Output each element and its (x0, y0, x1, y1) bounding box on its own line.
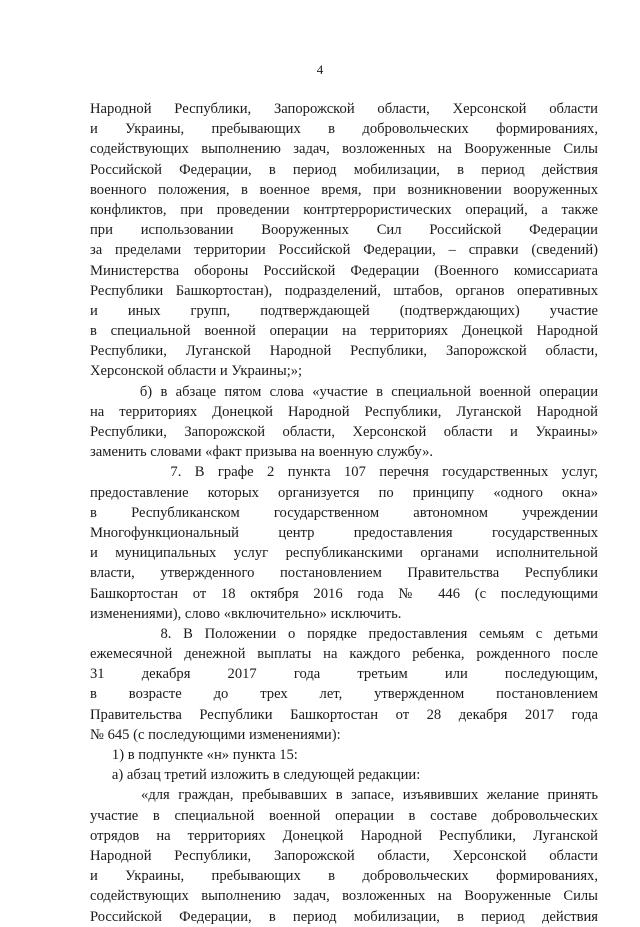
text-line: на территориях Донецкой Народной Республики, Луганской Народной (90, 403, 598, 420)
text-line: военного положения, в военное время, при возникновении вооруженных (90, 181, 598, 198)
text-line: и Украины, пребывающих в добровольческих формированиях, (90, 121, 598, 138)
text-line: Народной Республики, Запорожской области, Херсонской области (90, 847, 598, 864)
text-line: Херсонской области и Украины;»; (90, 363, 303, 380)
text-line: в Республиканском государственном автономном учреждении (90, 504, 598, 521)
text-line: содействующих выполнению задач, возложенных на Вооруженные Силы (90, 141, 598, 158)
text-line: 31 декабря 2017 года третьим или последующим, (90, 666, 598, 683)
text-line: Правительства Республики Башкортостан от 28 декабря 2017 года (90, 706, 598, 723)
text-line: Российской Федерации, в период мобилизации, в период действия (90, 161, 598, 178)
text-line: Республики, Запорожской области, Херсонской области и Украины» (90, 424, 598, 440)
text-line: «для граждан, пребывавших в запасе, изъявивших желание принять (90, 787, 598, 804)
text-line: Башкортостан от 18 октября 2016 года № 446 (с последующими (90, 585, 598, 602)
text-line: в возрасте до трех лет, утвержденном постановлением (90, 686, 598, 703)
text-line: изменениями), слово «включительно» исключить. (90, 605, 402, 622)
text-line: Многофункциональный центр предоставления государственных (90, 524, 598, 541)
text-line: содействующих выполнению задач, возложенных на Вооруженные Силы (90, 888, 598, 905)
text-line: № 645 (с последующими изменениями): (90, 726, 341, 743)
text-line: в специальной военной операции на территориях Донецкой Народной (90, 323, 598, 340)
text-line: и иных групп, подтверждающей (подтверждающих) участие (90, 302, 598, 319)
document-body (90, 99, 598, 927)
text-line: заменить словами «факт призыва на военную службу». (90, 444, 434, 461)
text-line: за пределами территории Российской Федерации, – справки (сведений) (90, 242, 598, 259)
text-line: Республики Башкортостан), подразделений, штабов, органов оперативных (90, 282, 598, 299)
text-line: 7. В графе 2 пункта 107 перечня государственных услуг, (90, 464, 598, 481)
text-line: б) в абзаце пятом слова «участие в специальной военной операции (90, 383, 598, 400)
text-line: участие в специальной военной операции в составе добровольческих (90, 807, 598, 824)
text-line: власти, утвержденного постановлением Правительства Республики (90, 565, 598, 582)
text-line: конфликтов, при проведении контртеррористических операций, а также (90, 201, 598, 218)
text-line: 1) в подпункте «н» пункта 15: (90, 747, 298, 763)
text-line: Республики, Луганской Народной Республики, Запорожской области, (90, 343, 598, 360)
text-line: Российской Федерации, в период мобилизации, в период действия (90, 908, 598, 925)
text-line: и Украины, пребывающих в добровольческих формированиях, (90, 868, 598, 885)
text-line: отрядов на территориях Донецкой Народной Республики, Луганской (90, 827, 598, 844)
text-line: и муниципальных услуг республиканскими органами исполнительной (90, 545, 598, 562)
text-line: а) абзац третий изложить в следующей редакции: (90, 767, 421, 784)
text-line: предоставление которых организуется по принципу «одного окна» (90, 484, 598, 501)
text-line: 8. В Положении о порядке предоставления семьям с детьми (90, 625, 598, 642)
page-number: 4 (316, 62, 324, 77)
text-line: ежемесячной денежной выплаты на каждого ребенка, рожденного после (90, 646, 598, 663)
text-line: Народной Республики, Запорожской области, Херсонской области (90, 101, 598, 117)
text-line: Министерства обороны Российской Федерации (Военного комиссариата (90, 262, 598, 279)
text-line: при использовании Вооруженных Сил Российской Федерации (90, 222, 598, 239)
